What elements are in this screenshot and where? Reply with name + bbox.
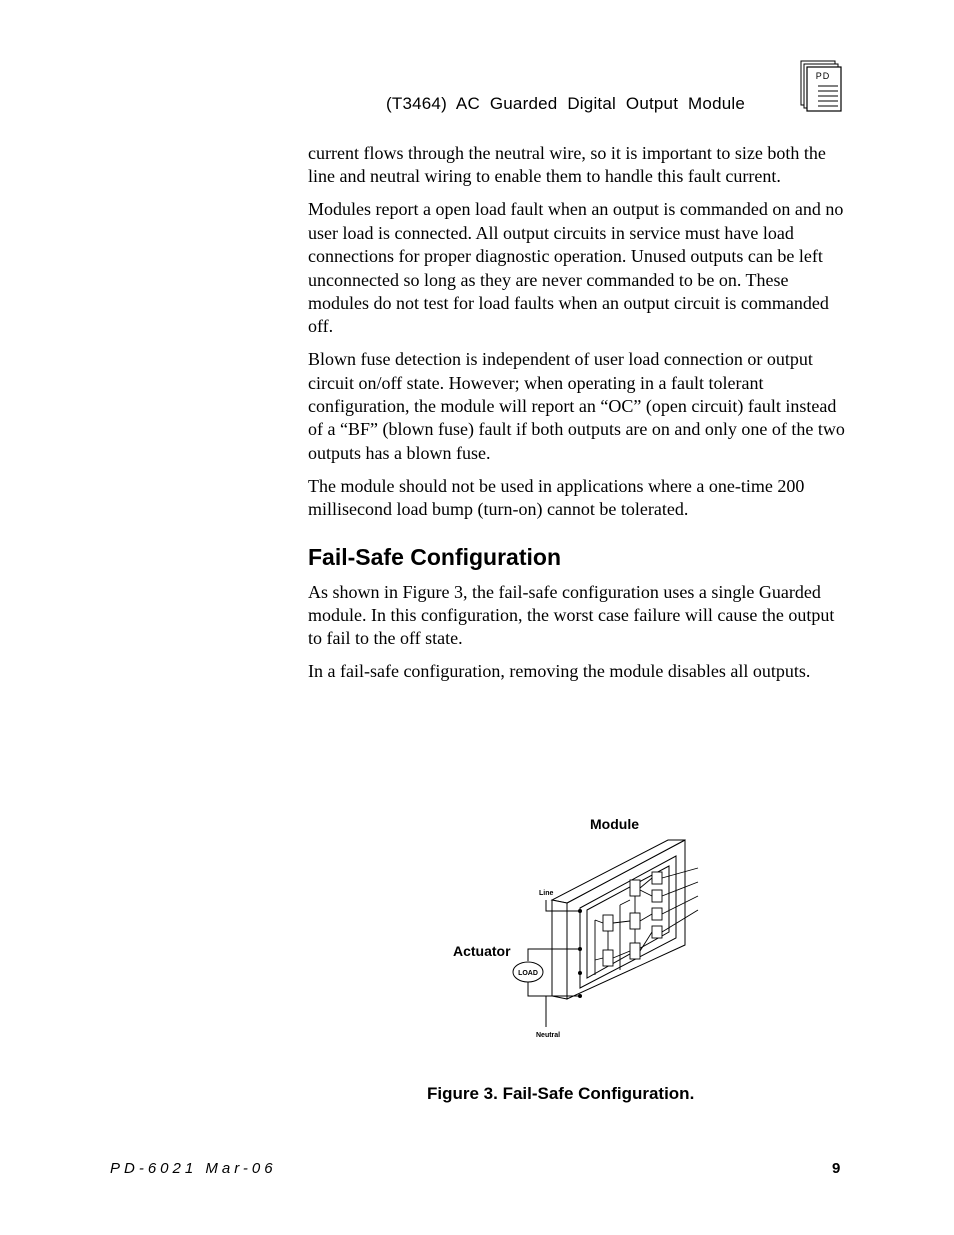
pd-document-icon [800,60,844,112]
section-heading: Fail-Safe Configuration [308,543,561,570]
load-symbol [513,962,543,982]
paragraph-removing-module: In a fail-safe configuration, removing the module disables all outputs. [308,661,811,682]
load-label: LOAD [518,970,538,977]
page-header-title: (T3464) AC Guarded Digital Output Module [386,94,746,113]
neutral-label: Neutral [536,1032,561,1039]
paragraph-blown-fuse: Blown fuse detection is independent of user load connection or output circuit on/off state. However; when operating in a fault tolerant configuration, the module will report an “OC” (open circuit) fault instead of a “BF” (blown fuse) fault if both outputs are on and only one of the two outputs has a blown fuse. [308,349,845,463]
footer-doc-id: PD-6021 Mar-06 [110,1160,277,1177]
paragraph-load-bump: The module should not be used in applications where a one-time 200 millisecond load bump (turn-on) cannot be tolerated. [308,475,805,520]
paragraph-fail-safe: As shown in Figure 3, the fail-safe configuration uses a single Guarded module. In this configuration, the worst case failure will cause the output to fail to the off state. [308,581,835,649]
pd-logo-text: PD [815,71,831,81]
module-label: Module [590,816,639,832]
paragraph-open-load: Modules report a open load fault when an output is commanded on and no user load is connected. All output circuits in service must have load connections for proper diagnostic operation. Unused outputs can be left unconnected so long as they are never commanded to be on. These modules do not test for load faults when an output circuit is commanded off. [308,199,844,337]
module-box [552,840,685,999]
body-text-column [308,142,848,693]
line-label: Line [539,890,554,897]
footer-page-number: 9 [832,1160,841,1177]
fail-safe-diagram [440,810,720,1050]
paragraph-fault-current: current flows through the neutral wire, so it is important to size both the line and neutral wiring to enable them to handle this fault current. [308,143,826,187]
actuator-label: Actuator [453,943,511,959]
figure-caption: Figure 3. Fail-Safe Configuration. [427,1084,695,1103]
